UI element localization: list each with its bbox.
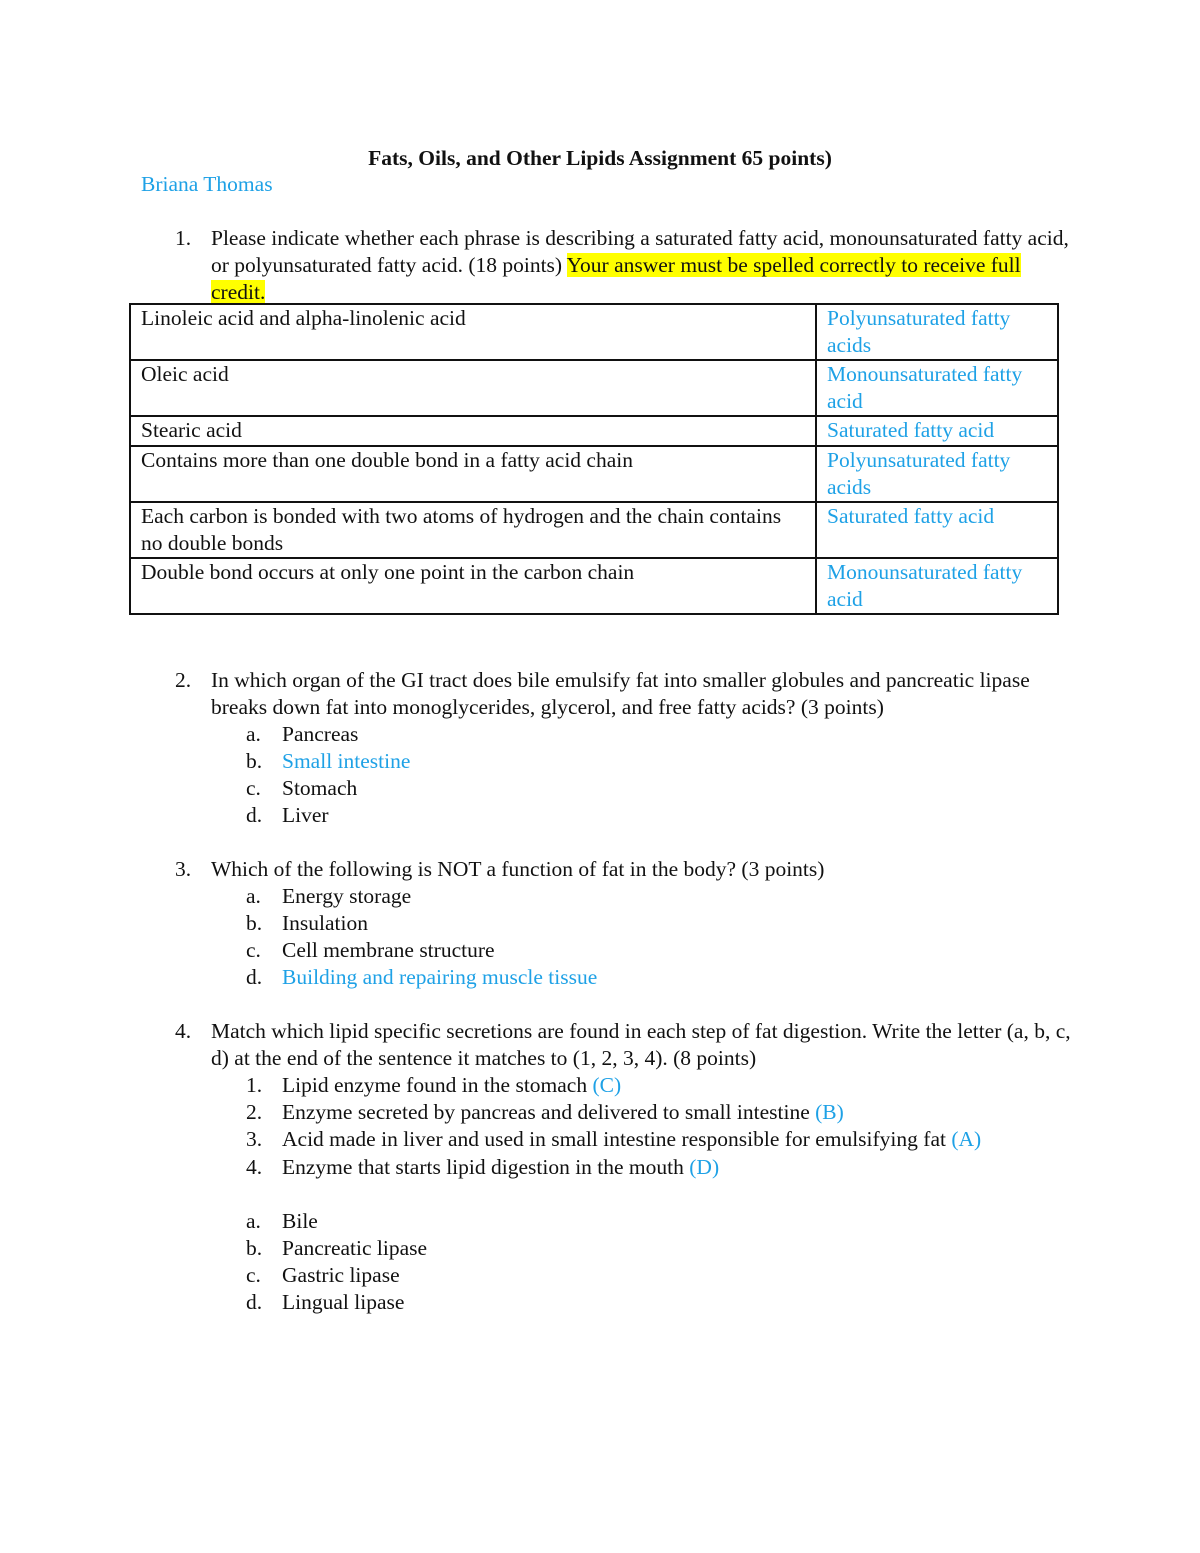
q2-option-letter: b. (246, 749, 263, 773)
q4-choice-letter: b. (246, 1236, 263, 1260)
q4-choice-text: Pancreatic lipase (282, 1236, 428, 1260)
q2-number: 2. (175, 668, 192, 692)
q4-choice-text: Bile (282, 1209, 318, 1233)
q4-item-number: 3. (246, 1127, 263, 1151)
phrase-cell: Each carbon is bonded with two atoms of hydrogen and the chain contains no double bonds (130, 502, 816, 558)
q3-option-text: Insulation (282, 911, 368, 935)
q1-text-plain: Please indicate whether each phrase is describing a saturated fatty acid, monounsaturated fatty acid, or polyunsaturated fatty acid. (18 points) (211, 226, 1069, 277)
q4-choice-text: Lingual lipase (282, 1290, 405, 1314)
phrase-cell: Oleic acid (130, 360, 816, 416)
q4-item (282, 1072, 621, 1099)
q2-option-text-answer: Small intestine (282, 749, 411, 773)
q2-option-text: Liver (282, 803, 329, 827)
q4-choice-letter: a. (246, 1209, 261, 1233)
q4-item-text: Enzyme that starts lipid digestion in the mouth (282, 1155, 690, 1179)
q2-option-letter: c. (246, 776, 261, 800)
q4-number: 4. (175, 1019, 192, 1043)
q1-number: 1. (175, 226, 192, 250)
q4-text: Match which lipid specific secretions are found in each step of fat digestion. Write the letter (a, b, c, d) at the end of the sentence it matches to (1, 2, 3, 4). (8 points) (211, 1019, 1071, 1070)
table-row (130, 558, 1058, 614)
q2-option-text: Stomach (282, 776, 358, 800)
q4-item-number: 4. (246, 1155, 263, 1179)
q3-number: 3. (175, 857, 192, 881)
q3-text: Which of the following is NOT a function of fat in the body? (3 points) (211, 857, 825, 881)
document-title: Fats, Oils, and Other Lipids Assignment 65 points) (368, 146, 832, 170)
answer-cell: Polyunsaturated fatty acids (816, 304, 1058, 360)
table-row (130, 502, 1058, 558)
phrase-cell: Double bond occurs at only one point in the carbon chain (130, 558, 816, 614)
q3-option-letter: a. (246, 884, 261, 908)
phrase-cell: Stearic acid (130, 416, 816, 446)
q1-highlight-note: Your answer must be spelled correctly to receive full credit. (211, 253, 1021, 304)
q4-item (282, 1099, 844, 1126)
answer-cell: Monounsaturated fatty acid (816, 558, 1058, 614)
answer-cell: Saturated fatty acid (816, 502, 1058, 558)
q3-option-letter: c. (246, 938, 261, 962)
q2-option-letter: a. (246, 722, 261, 746)
q2-text: In which organ of the GI tract does bile emulsify fat into smaller globules and pancreatic lipase breaks down fat into monoglycerides, glycerol, and free fatty acids? (3 points) (211, 668, 1030, 719)
answer-cell: Polyunsaturated fatty acids (816, 446, 1058, 502)
q4-item (282, 1126, 981, 1153)
phrase-cell: Linoleic acid and alpha-linolenic acid (130, 304, 816, 360)
q4-item-number: 1. (246, 1073, 263, 1097)
q4-choice-text: Gastric lipase (282, 1263, 400, 1287)
answer-cell: Saturated fatty acid (816, 416, 1058, 446)
q4-item-answer: (C) (592, 1073, 622, 1097)
q4-choice-letter: d. (246, 1290, 263, 1314)
q3-option-letter: b. (246, 911, 263, 935)
table-row (130, 304, 1058, 360)
student-name: Briana Thomas (141, 172, 273, 196)
q3-option-text: Cell membrane structure (282, 938, 495, 962)
q4-item-answer: (B) (815, 1100, 844, 1124)
q4-item-text: Enzyme secreted by pancreas and delivered to small intestine (282, 1100, 816, 1124)
q4-item-text: Acid made in liver and used in small intestine responsible for emulsifying fat (282, 1127, 952, 1151)
q4-item-text: Lipid enzyme found in the stomach (282, 1073, 593, 1097)
q4-item-answer: (A) (951, 1127, 982, 1151)
table-row (130, 446, 1058, 502)
q4-choice-letter: c. (246, 1263, 261, 1287)
answer-cell: Monounsaturated fatty acid (816, 360, 1058, 416)
q3-option-text-answer: Building and repairing muscle tissue (282, 965, 598, 989)
q4-item-number: 2. (246, 1100, 263, 1124)
table-row (130, 416, 1058, 446)
q4-item (282, 1154, 719, 1181)
q2-option-letter: d. (246, 803, 263, 827)
q1-text (211, 225, 1071, 306)
q3-option-text: Energy storage (282, 884, 412, 908)
q2-option-text: Pancreas (282, 722, 359, 746)
table-row (130, 360, 1058, 416)
q1-answer-table (129, 303, 1059, 615)
phrase-cell: Contains more than one double bond in a fatty acid chain (130, 446, 816, 502)
q4-item-answer: (D) (689, 1155, 720, 1179)
q3-option-letter: d. (246, 965, 263, 989)
